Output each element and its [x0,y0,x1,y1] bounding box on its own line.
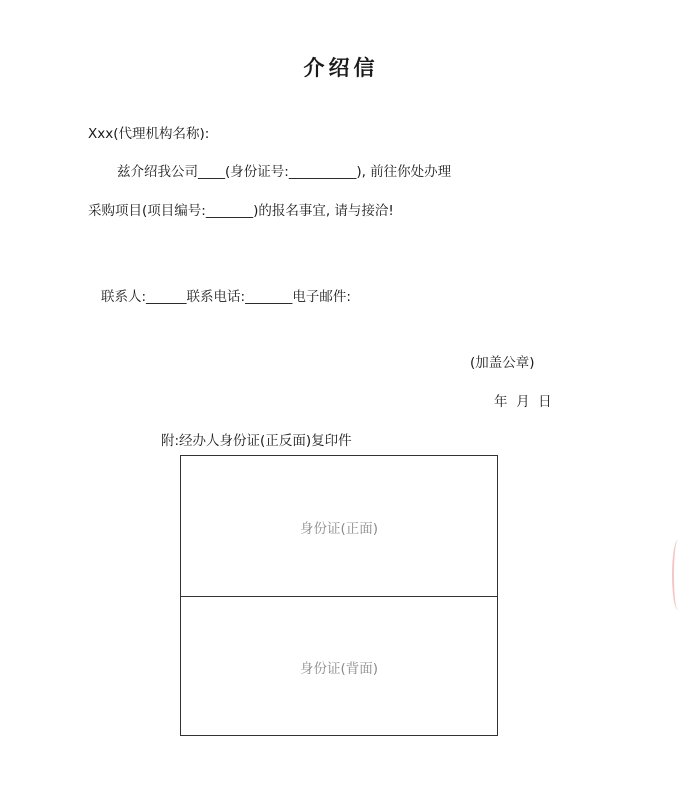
id-card-front-label: 身份证(正面) [299,521,379,537]
stamp-edge-mark [672,540,682,610]
seal-note: (加盖公章) [470,355,535,371]
body-line-2: 采购项目(项目编号:_______)的报名事宜, 请与接洽! [88,203,394,219]
contact-line: 联系人:______联系电话:_______电子邮件: [101,289,351,305]
date-line: 年 月 日 [494,394,552,410]
letter-title: 介绍信 [303,56,379,80]
body-line-1: 兹介绍我公司____(身份证号:__________), 前往你处办理 [117,164,452,180]
salutation: Xxx(代理机构名称): [88,126,210,142]
attachment-caption: 附:经办人身份证(正反面)复印件 [161,433,352,449]
id-card-divider [181,596,497,597]
id-card-back-label: 身份证(背面) [299,661,379,677]
id-card-copy-box [180,455,498,736]
